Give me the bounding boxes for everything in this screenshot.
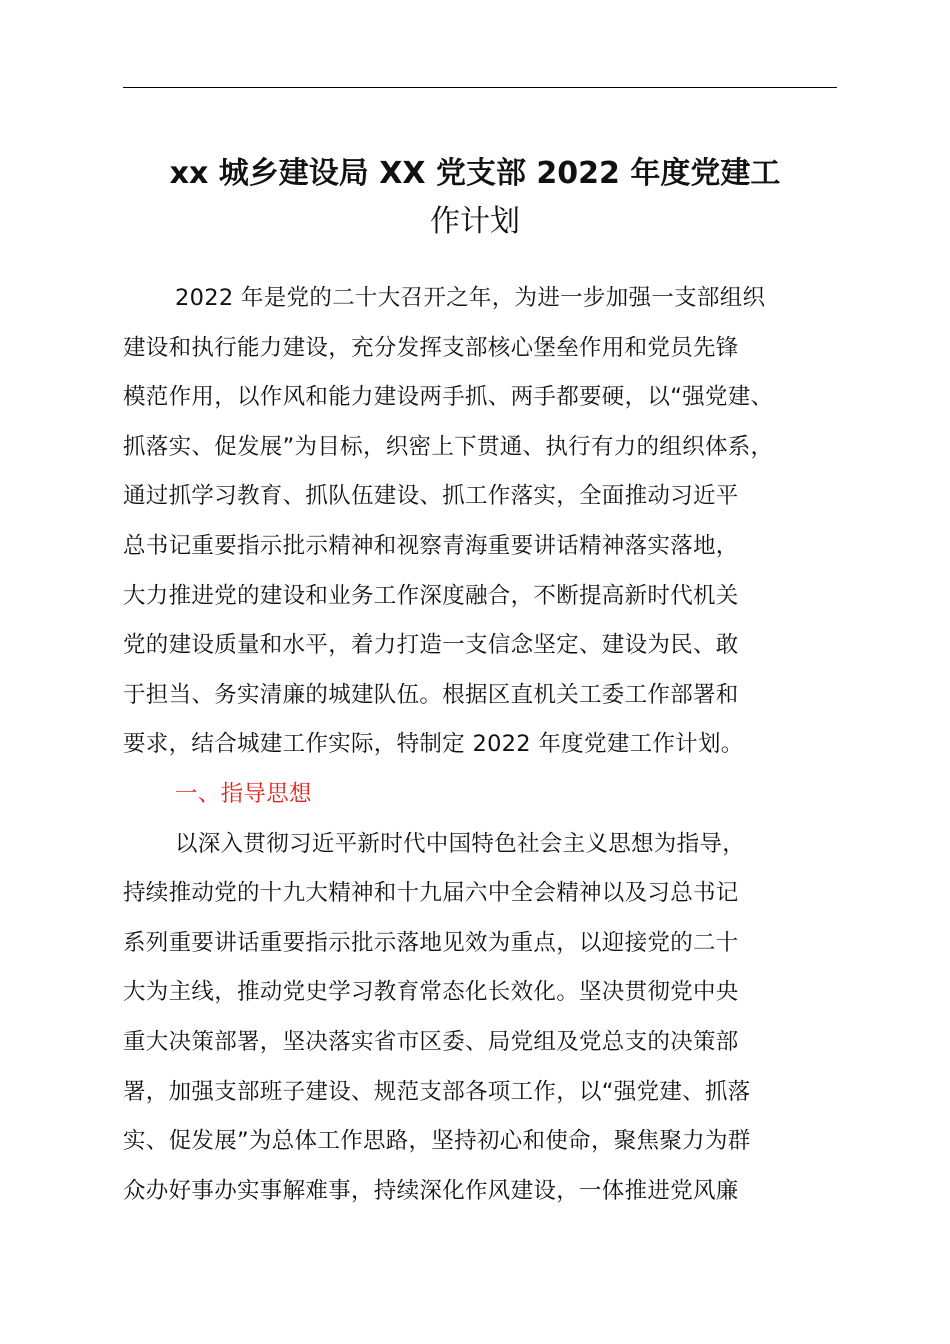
document-body bbox=[123, 280, 837, 1222]
text-line: 持续推动党的十九大精神和十九届六中全会精神以及习总书记 bbox=[123, 880, 739, 907]
title-line-2: 作计划 bbox=[430, 204, 520, 239]
text-line: 要求，结合城建工作实际，特制定 2022 年度党建工作计划。 bbox=[123, 731, 744, 758]
paragraph-guiding-thought bbox=[123, 826, 837, 1223]
document-title bbox=[100, 150, 850, 246]
text-line: 署，加强支部班子建设、规范支部各项工作，以“强党建、抓落 bbox=[123, 1078, 751, 1105]
text-line: 模范作用，以作风和能力建设两手抓、两手都要硬，以“强党建、 bbox=[123, 384, 774, 411]
text-line: 大力推进党的建设和业务工作深度融合，不断提高新时代机关 bbox=[123, 582, 739, 609]
paragraph-intro bbox=[123, 280, 837, 776]
text-line: 抓落实、促发展”为目标，织密上下贯通、执行有力的组织体系， bbox=[123, 433, 774, 460]
text-line: 众办好事办实事解难事，持续深化作风建设，一体推进党风廉 bbox=[123, 1177, 739, 1204]
text-line: 建设和执行能力建设，充分发挥支部核心堡垒作用和党员先锋 bbox=[123, 334, 739, 361]
section-heading: 一、指导思想 bbox=[175, 780, 312, 807]
text-line: 总书记重要指示批示精神和视察青海重要讲话精神落实落地， bbox=[123, 532, 739, 559]
text-line: 党的建设质量和水平，着力打造一支信念坚定、建设为民、敢 bbox=[123, 632, 739, 659]
text-line: 实、促发展”为总体工作思路，坚持初心和使命，聚焦聚力为群 bbox=[123, 1128, 751, 1155]
text-line: 2022 年是党的二十大召开之年，为进一步加强一支部组织 bbox=[175, 285, 766, 311]
title-line-1: xx 城乡建设局 XX 党支部 2022 年度党建工 bbox=[169, 156, 781, 191]
text-line: 于担当、务实清廉的城建队伍。根据区直机关工委工作部署和 bbox=[123, 681, 739, 708]
text-line: 系列重要讲话重要指示批示落地见效为重点，以迎接党的二十 bbox=[123, 929, 739, 956]
text-line: 以深入贯彻习近平新时代中国特色社会主义思想为指导， bbox=[175, 830, 746, 857]
header-rule bbox=[123, 87, 837, 88]
text-line: 大为主线，推动党史学习教育常态化长效化。坚决贯彻党中央 bbox=[123, 979, 739, 1006]
text-line: 重大决策部署，坚决落实省市区委、局党组及党总支的决策部 bbox=[123, 1028, 739, 1055]
text-line: 通过抓学习教育、抓队伍建设、抓工作落实，全面推动习近平 bbox=[123, 483, 739, 510]
